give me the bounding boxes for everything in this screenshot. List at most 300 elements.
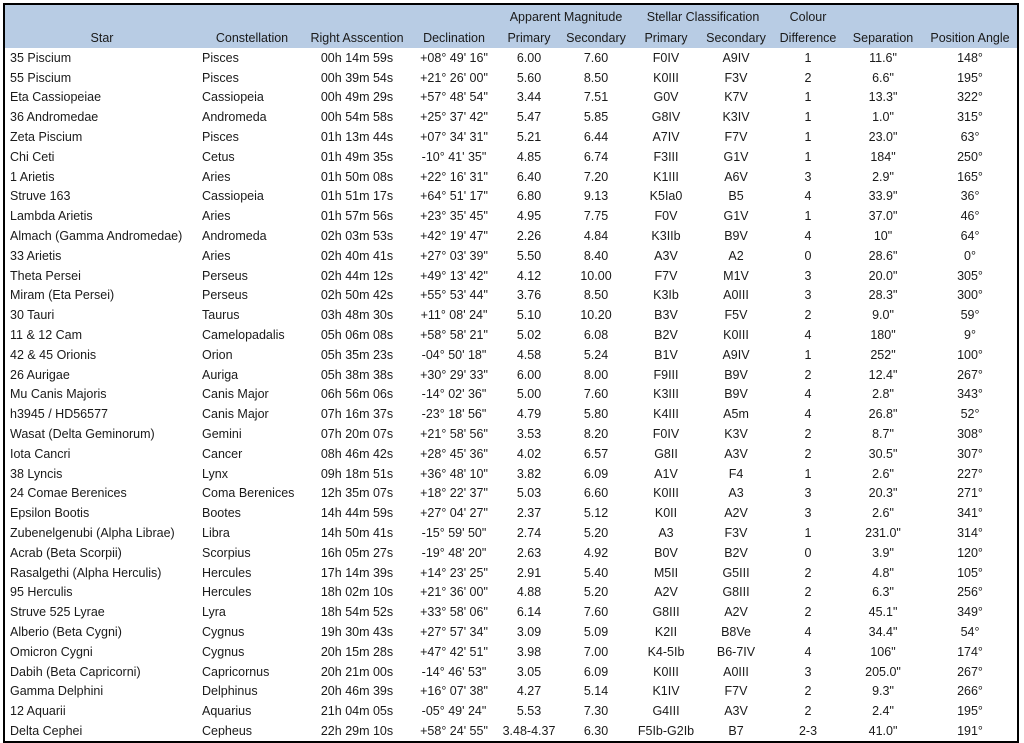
table-cell: 95 Herculis <box>5 583 197 603</box>
table-row <box>5 543 1017 563</box>
table-cell: +55° 53' 44" <box>409 286 499 306</box>
table-header-row <box>5 28 1017 48</box>
table-cell: Rasalgethi (Alpha Herculis) <box>5 563 197 583</box>
table-cell: Cetus <box>197 147 305 167</box>
table-cell: Cygnus <box>197 642 305 662</box>
table-row <box>5 226 1017 246</box>
table-cell: 54° <box>923 622 1017 642</box>
table-cell: Canis Major <box>197 404 305 424</box>
table-cell: 1 <box>773 147 843 167</box>
table-cell: 19h 30m 43s <box>305 622 409 642</box>
table-cell: Gemini <box>197 424 305 444</box>
table-cell: 20.0" <box>843 266 923 286</box>
table-cell: K5Ia0 <box>633 187 699 207</box>
table-cell: 2.8" <box>843 385 923 405</box>
table-cell: Struve 163 <box>5 187 197 207</box>
table-cell: Cassiopeia <box>197 88 305 108</box>
table-cell: +25° 37' 42" <box>409 107 499 127</box>
table-cell: A2V <box>699 602 773 622</box>
table-cell: 6.09 <box>559 662 633 682</box>
table-row <box>5 167 1017 187</box>
table-cell: 5.14 <box>559 682 633 702</box>
table-cell: A9IV <box>699 48 773 68</box>
table-cell: 2 <box>773 444 843 464</box>
table-cell: 4 <box>773 325 843 345</box>
table-cell: 3.98 <box>499 642 559 662</box>
table-cell: 4 <box>773 622 843 642</box>
table-cell: 1 <box>773 523 843 543</box>
table-cell: 7.30 <box>559 701 633 721</box>
table-cell: -10° 41' 35" <box>409 147 499 167</box>
table-cell: 6.80 <box>499 187 559 207</box>
table-row <box>5 365 1017 385</box>
table-cell: G1V <box>699 206 773 226</box>
table-cell: 1 <box>773 48 843 68</box>
table-cell: 20h 21m 00s <box>305 662 409 682</box>
table-cell: F5Ib-G2Ib <box>633 721 699 741</box>
table-cell: 105° <box>923 563 1017 583</box>
table-cell: K3IV <box>699 107 773 127</box>
table-cell: 06h 56m 06s <box>305 385 409 405</box>
table-cell: 3 <box>773 266 843 286</box>
table-cell: 322° <box>923 88 1017 108</box>
table-cell: 16h 05m 27s <box>305 543 409 563</box>
table-cell: 13.3" <box>843 88 923 108</box>
table-cell: +11° 08' 24" <box>409 305 499 325</box>
table-cell: Scorpius <box>197 543 305 563</box>
table-cell: K1III <box>633 167 699 187</box>
table-cell: 20h 15m 28s <box>305 642 409 662</box>
table-cell: A1V <box>633 464 699 484</box>
table-cell: B2V <box>699 543 773 563</box>
table-cell: 252" <box>843 345 923 365</box>
table-cell: A6V <box>699 167 773 187</box>
table-cell: 20.3" <box>843 484 923 504</box>
table-cell: Cancer <box>197 444 305 464</box>
table-cell: 300° <box>923 286 1017 306</box>
table-cell: 01h 49m 35s <box>305 147 409 167</box>
table-cell: 4.27 <box>499 682 559 702</box>
column-header-position-angle: Position Angle <box>923 28 1017 48</box>
table-cell: +49° 13' 42" <box>409 266 499 286</box>
table-row <box>5 305 1017 325</box>
table-cell: 5.47 <box>499 107 559 127</box>
table-cell: Bootes <box>197 503 305 523</box>
table-cell: 314° <box>923 523 1017 543</box>
table-cell: 1 Arietis <box>5 167 197 187</box>
table-cell: Canis Major <box>197 385 305 405</box>
column-header-class-primary: Primary <box>633 28 699 48</box>
table-cell: 46° <box>923 206 1017 226</box>
table-cell: 5.53 <box>499 701 559 721</box>
table-cell: 7.60 <box>559 385 633 405</box>
table-cell: K0III <box>633 662 699 682</box>
table-cell: 45.1" <box>843 602 923 622</box>
table-cell: 148° <box>923 48 1017 68</box>
table-cell: A0III <box>699 662 773 682</box>
table-cell: F3V <box>699 523 773 543</box>
table-cell: A3V <box>633 246 699 266</box>
table-cell: 7.60 <box>559 48 633 68</box>
table-cell: 6.6" <box>843 68 923 88</box>
table-cell: 4 <box>773 404 843 424</box>
table-cell: 307° <box>923 444 1017 464</box>
table-cell: +58° 58' 21" <box>409 325 499 345</box>
table-cell: 315° <box>923 107 1017 127</box>
table-row <box>5 147 1017 167</box>
table-cell: 6.00 <box>499 365 559 385</box>
table-cell: 6.40 <box>499 167 559 187</box>
table-cell: Cygnus <box>197 622 305 642</box>
table-cell: K4III <box>633 404 699 424</box>
table-cell: 28.6" <box>843 246 923 266</box>
table-cell: 12 Aquarii <box>5 701 197 721</box>
table-cell: A3 <box>699 484 773 504</box>
table-cell: Coma Berenices <box>197 484 305 504</box>
table-cell: 267° <box>923 662 1017 682</box>
table-cell: K7V <box>699 88 773 108</box>
table-cell: A2V <box>633 583 699 603</box>
table-cell: 01h 57m 56s <box>305 206 409 226</box>
table-cell: 0 <box>773 246 843 266</box>
table-cell: G0V <box>633 88 699 108</box>
table-cell: A0III <box>699 286 773 306</box>
table-row <box>5 662 1017 682</box>
table-cell: B5 <box>699 187 773 207</box>
table-row <box>5 127 1017 147</box>
table-cell: Andromeda <box>197 107 305 127</box>
table-cell: 01h 51m 17s <box>305 187 409 207</box>
table-cell: 00h 54m 58s <box>305 107 409 127</box>
table-cell: h3945 / HD56577 <box>5 404 197 424</box>
table-cell: 18h 54m 52s <box>305 602 409 622</box>
table-cell: 4 <box>773 385 843 405</box>
table-cell: Cepheus <box>197 721 305 741</box>
table-cell: 4.79 <box>499 404 559 424</box>
table-cell: +58° 24' 55" <box>409 721 499 741</box>
table-cell: Dabih (Beta Capricorni) <box>5 662 197 682</box>
table-cell: 2.91 <box>499 563 559 583</box>
table-cell: 63° <box>923 127 1017 147</box>
table-cell: 3 <box>773 167 843 187</box>
table-cell: B8Ve <box>699 622 773 642</box>
table-cell: 2.63 <box>499 543 559 563</box>
table-cell: B3V <box>633 305 699 325</box>
table-cell: 12h 35m 07s <box>305 484 409 504</box>
group-header-colour: Colour <box>773 5 843 28</box>
table-cell: 5.50 <box>499 246 559 266</box>
table-row <box>5 642 1017 662</box>
table-cell: 5.60 <box>499 68 559 88</box>
table-cell: 8.50 <box>559 286 633 306</box>
table-cell: 33 Arietis <box>5 246 197 266</box>
table-cell: +23° 35' 45" <box>409 206 499 226</box>
table-cell: 7.60 <box>559 602 633 622</box>
table-cell: 8.00 <box>559 365 633 385</box>
table-cell: Alberio (Beta Cygni) <box>5 622 197 642</box>
table-cell: 5.20 <box>559 583 633 603</box>
table-cell: 5.24 <box>559 345 633 365</box>
table-cell: +21° 26' 00" <box>409 68 499 88</box>
table-cell: 5.80 <box>559 404 633 424</box>
table-cell: Camelopadalis <box>197 325 305 345</box>
table-group-header-row <box>5 5 1017 28</box>
table-cell: Aquarius <box>197 701 305 721</box>
table-cell: 2 <box>773 682 843 702</box>
table-cell: Mu Canis Majoris <box>5 385 197 405</box>
table-cell: 6.14 <box>499 602 559 622</box>
table-cell: Delta Cephei <box>5 721 197 741</box>
table-cell: 11 & 12 Cam <box>5 325 197 345</box>
table-cell: Acrab (Beta Scorpii) <box>5 543 197 563</box>
table-cell: 2.6" <box>843 464 923 484</box>
table-cell: 14h 50m 41s <box>305 523 409 543</box>
table-cell: 00h 39m 54s <box>305 68 409 88</box>
table-cell: Struve 525 Lyrae <box>5 602 197 622</box>
table-row <box>5 325 1017 345</box>
table-cell: 3 <box>773 662 843 682</box>
table-row <box>5 682 1017 702</box>
table-cell: 21h 04m 05s <box>305 701 409 721</box>
table-cell: 24 Comae Berenices <box>5 484 197 504</box>
table-cell: 6.74 <box>559 147 633 167</box>
table-cell: G5III <box>699 563 773 583</box>
table-cell: 3.9" <box>843 543 923 563</box>
table-cell: G8III <box>699 583 773 603</box>
table-cell: F4 <box>699 464 773 484</box>
table-cell: M5II <box>633 563 699 583</box>
table-cell: F0IV <box>633 48 699 68</box>
table-cell: 184" <box>843 147 923 167</box>
table-cell: 3.09 <box>499 622 559 642</box>
table-cell: 59° <box>923 305 1017 325</box>
table-cell: -19° 48' 20" <box>409 543 499 563</box>
table-row <box>5 187 1017 207</box>
table-cell: 07h 16m 37s <box>305 404 409 424</box>
table-cell: 02h 44m 12s <box>305 266 409 286</box>
column-header-magnitude-secondary: Secondary <box>559 28 633 48</box>
table-cell: 17h 14m 39s <box>305 563 409 583</box>
table-cell: K0III <box>699 325 773 345</box>
table-cell: B9V <box>699 226 773 246</box>
table-cell: 03h 48m 30s <box>305 305 409 325</box>
table-cell: 5.85 <box>559 107 633 127</box>
table-cell: 2.37 <box>499 503 559 523</box>
table-cell: A3V <box>699 701 773 721</box>
table-cell: 5.40 <box>559 563 633 583</box>
table-cell: Lambda Arietis <box>5 206 197 226</box>
table-cell: Libra <box>197 523 305 543</box>
table-cell: Cassiopeia <box>197 187 305 207</box>
table-cell: 6.00 <box>499 48 559 68</box>
table-cell: 02h 40m 41s <box>305 246 409 266</box>
table-cell: Capricornus <box>197 662 305 682</box>
table-cell: 6.09 <box>559 464 633 484</box>
table-cell: F0IV <box>633 424 699 444</box>
table-cell: 2 <box>773 563 843 583</box>
table-cell: 38 Lyncis <box>5 464 197 484</box>
table-cell: 05h 35m 23s <box>305 345 409 365</box>
table-cell: +27° 03' 39" <box>409 246 499 266</box>
table-cell: 1 <box>773 107 843 127</box>
table-cell: K4-5Ib <box>633 642 699 662</box>
table-cell: 8.20 <box>559 424 633 444</box>
table-cell: K3V <box>699 424 773 444</box>
table-cell: Pisces <box>197 127 305 147</box>
table-cell: 64° <box>923 226 1017 246</box>
table-cell: 20h 46m 39s <box>305 682 409 702</box>
table-cell: 205.0" <box>843 662 923 682</box>
table-cell: K1IV <box>633 682 699 702</box>
table-cell: 4.95 <box>499 206 559 226</box>
table-cell: B7 <box>699 721 773 741</box>
table-cell: 2 <box>773 365 843 385</box>
table-cell: 08h 46m 42s <box>305 444 409 464</box>
table-cell: G8IV <box>633 107 699 127</box>
table-cell: -14° 46' 53" <box>409 662 499 682</box>
table-row <box>5 622 1017 642</box>
table-cell: Perseus <box>197 286 305 306</box>
table-cell: Hercules <box>197 583 305 603</box>
table-cell: 227° <box>923 464 1017 484</box>
table-cell: 2.74 <box>499 523 559 543</box>
table-cell: B6-7IV <box>699 642 773 662</box>
table-cell: 2 <box>773 424 843 444</box>
table-cell: Epsilon Bootis <box>5 503 197 523</box>
table-row <box>5 88 1017 108</box>
table-cell: 22h 29m 10s <box>305 721 409 741</box>
table-cell: 349° <box>923 602 1017 622</box>
table-cell: 41.0" <box>843 721 923 741</box>
table-cell: G1V <box>699 147 773 167</box>
table-cell: Aries <box>197 246 305 266</box>
table-cell: 3 <box>773 484 843 504</box>
table-cell: Gamma Delphini <box>5 682 197 702</box>
table-cell: 2.6" <box>843 503 923 523</box>
table-cell: 14h 44m 59s <box>305 503 409 523</box>
table-cell: 3.48-4.37 <box>499 721 559 741</box>
table-cell: 6.44 <box>559 127 633 147</box>
table-cell: K0III <box>633 68 699 88</box>
table-cell: 05h 38m 38s <box>305 365 409 385</box>
column-header-declination: Declination <box>409 28 499 48</box>
table-cell: K0II <box>633 503 699 523</box>
table-cell: 05h 06m 08s <box>305 325 409 345</box>
table-cell: 4 <box>773 187 843 207</box>
star-data-table <box>5 5 1017 741</box>
table-cell: 1 <box>773 464 843 484</box>
table-cell: A2V <box>699 503 773 523</box>
table-cell: 2.9" <box>843 167 923 187</box>
table-cell: 36° <box>923 187 1017 207</box>
table-cell: -14° 02' 36" <box>409 385 499 405</box>
table-cell: -23° 18' 56" <box>409 404 499 424</box>
table-cell: 3 <box>773 503 843 523</box>
table-cell: 308° <box>923 424 1017 444</box>
table-cell: Almach (Gamma Andromedae) <box>5 226 197 246</box>
table-cell: 6.30 <box>559 721 633 741</box>
table-cell: B9V <box>699 365 773 385</box>
table-row <box>5 523 1017 543</box>
table-cell: 01h 50m 08s <box>305 167 409 187</box>
table-cell: +42° 19' 47" <box>409 226 499 246</box>
table-cell: 5.21 <box>499 127 559 147</box>
table-cell: 30 Tauri <box>5 305 197 325</box>
table-cell: A3 <box>633 523 699 543</box>
table-cell: 2 <box>773 701 843 721</box>
table-cell: 4 <box>773 226 843 246</box>
table-cell: 7.20 <box>559 167 633 187</box>
table-cell: 100° <box>923 345 1017 365</box>
table-cell: 10" <box>843 226 923 246</box>
table-cell: 106" <box>843 642 923 662</box>
table-cell: 9.0" <box>843 305 923 325</box>
column-header-right-ascension: Right Asscention <box>305 28 409 48</box>
table-cell: K3IIb <box>633 226 699 246</box>
table-cell: 5.00 <box>499 385 559 405</box>
table-cell: 267° <box>923 365 1017 385</box>
table-cell: 3.82 <box>499 464 559 484</box>
table-cell: Pisces <box>197 48 305 68</box>
table-cell: Chi Ceti <box>5 147 197 167</box>
table-cell: Zeta Piscium <box>5 127 197 147</box>
table-cell: Lyra <box>197 602 305 622</box>
table-cell: 6.3" <box>843 583 923 603</box>
table-cell: 180" <box>843 325 923 345</box>
table-cell: Omicron Cygni <box>5 642 197 662</box>
table-cell: 02h 50m 42s <box>305 286 409 306</box>
table-cell: 3.44 <box>499 88 559 108</box>
table-cell: F3III <box>633 147 699 167</box>
table-cell: 2 <box>773 305 843 325</box>
table-cell: +16° 07' 38" <box>409 682 499 702</box>
table-cell: +28° 45' 36" <box>409 444 499 464</box>
table-cell: 10.00 <box>559 266 633 286</box>
table-cell: 250° <box>923 147 1017 167</box>
table-row <box>5 444 1017 464</box>
table-cell: 11.6" <box>843 48 923 68</box>
table-cell: B2V <box>633 325 699 345</box>
table-cell: 00h 14m 59s <box>305 48 409 68</box>
table-cell: +57° 48' 54" <box>409 88 499 108</box>
table-cell: 35 Piscium <box>5 48 197 68</box>
table-cell: 231.0" <box>843 523 923 543</box>
table-cell: 12.4" <box>843 365 923 385</box>
table-cell: +07° 34' 31" <box>409 127 499 147</box>
table-row <box>5 68 1017 88</box>
table-cell: K2II <box>633 622 699 642</box>
table-cell: 6.60 <box>559 484 633 504</box>
table-cell: +47° 42' 51" <box>409 642 499 662</box>
table-cell: 4 <box>773 642 843 662</box>
table-cell: 28.3" <box>843 286 923 306</box>
table-cell: Wasat (Delta Geminorum) <box>5 424 197 444</box>
table-cell: 4.02 <box>499 444 559 464</box>
table-cell: -04° 50' 18" <box>409 345 499 365</box>
table-row <box>5 701 1017 721</box>
table-cell: 1 <box>773 206 843 226</box>
table-cell: 195° <box>923 68 1017 88</box>
table-cell: Iota Cancri <box>5 444 197 464</box>
table-cell: 1 <box>773 127 843 147</box>
table-cell: 55 Piscium <box>5 68 197 88</box>
table-cell: +27° 04' 27" <box>409 503 499 523</box>
table-cell: 256° <box>923 583 1017 603</box>
table-cell: Pisces <box>197 68 305 88</box>
table-cell: Aries <box>197 206 305 226</box>
table-cell: 26 Aurigae <box>5 365 197 385</box>
table-cell: 4.85 <box>499 147 559 167</box>
